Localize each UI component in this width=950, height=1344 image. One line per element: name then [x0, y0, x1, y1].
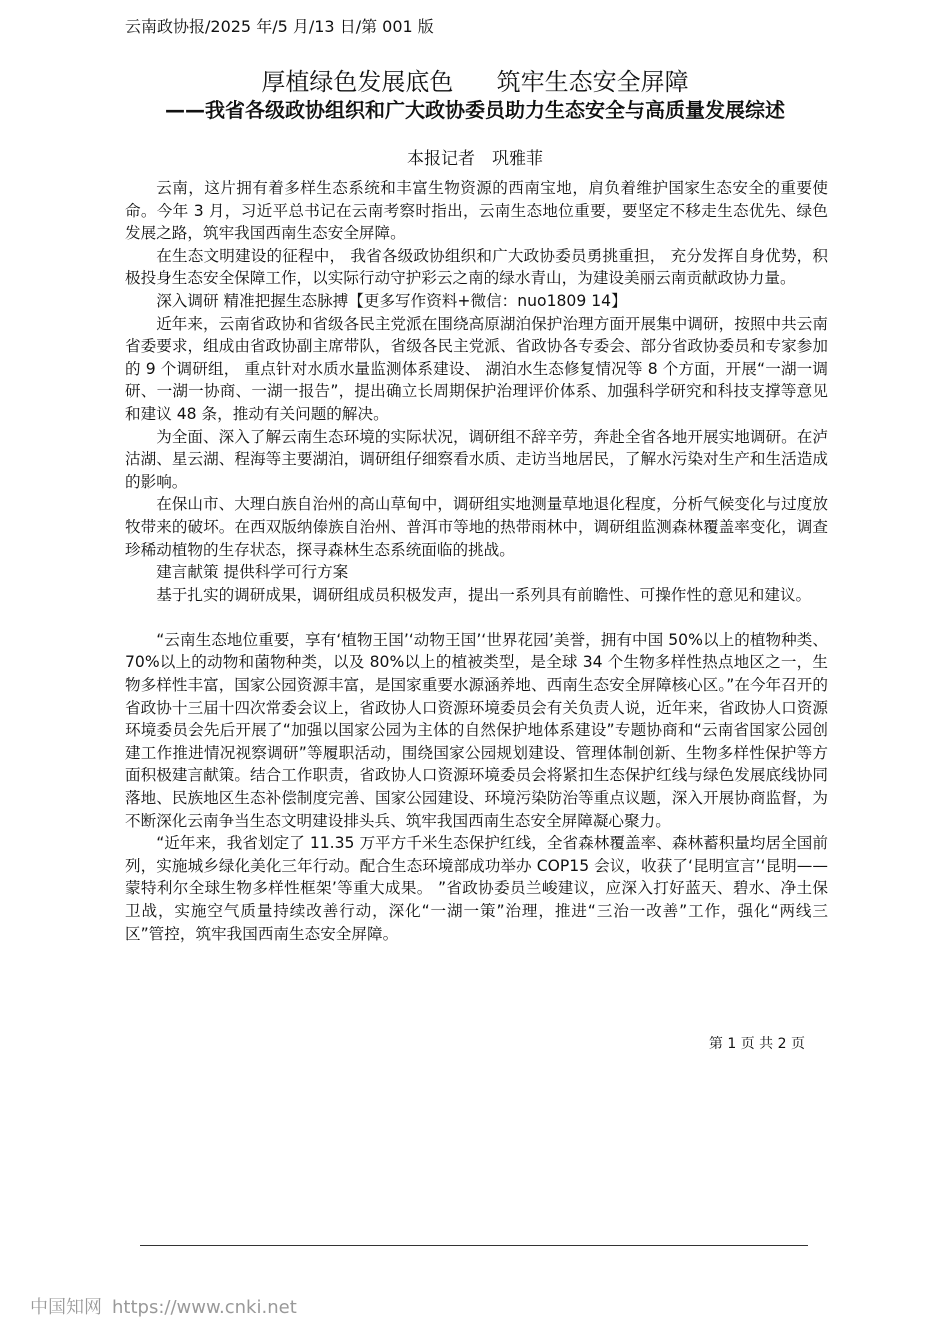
- title-part-2: 筑牢生态安全屏障: [496, 68, 689, 96]
- paragraph: 为全面、深入了解云南生态环境的实际状况，调研组不辞辛劳，奔赴全省各地开展实地调研。在泸沽湖、星云湖、程海等主要湖泊，调研组仔细察看水质、走访当地居民，了解水污染对生产和生活造成的影响。: [125, 427, 828, 491]
- article-subtitle: ——我省各级政协组织和广大政协委员助力生态安全与高质量发展综述: [165, 98, 785, 122]
- page-number: 第 1 页 共 2 页: [708, 1036, 805, 1052]
- section-heading: 建言献策 提供科学可行方案: [156, 563, 349, 582]
- paragraph: “云南生态地位重要，享有‘植物王国’‘动物王国’‘世界花园’美誉，拥有中国 50%以上的植物种类、70%以上的动物和菌物种类，以及 80%以上的植被类型，是全球 34 个生物多样性热点地区之一，生物多样性丰富，国家公园资源丰富，是国家重要水源涵养地、西南生态安全屏障核心区。”在今年召开的省政协十三届十四次常委会议上，省政协人口资源环境委员会有关负责人说，近年来，省政协人口资源环境委员会先后开展了“加强以国家公园为主体的自然保护地体系建设”专题协商和“云南省国家公园创建工作推进情况视察调研”等履职活动，围绕国家公园规划建设、管理体制创新、生物多样性保护等方面积极建言献策。结合工作职责，省政协人口资源环境委员会将紧扣生态保护红线与绿色发展底线协同落地、民族地区生态补偿制度完善、国家公园建设、环境污染防治等重点议题，深入开展协商监督，为不断深化云南争当生态文明建设排头兵、筑牢我国西南生态安全屏障凝心聚力。: [125, 630, 828, 830]
- paragraph: 在保山市、大理白族自治州的高山草甸中，调研组实地测量草地退化程度，分析气候变化与过度放牧带来的破坏。在西双版纳傣族自治州、普洱市等地的热带雨林中，调研组监测森林覆盖率变化，调查珍稀动植物的生存状态，探寻森林生态系统面临的挑战。: [125, 495, 828, 559]
- author-byline: 本报记者 巩雅菲: [407, 149, 543, 169]
- paragraph: 云南，这片拥有着多样生态系统和丰富生物资源的西南宝地，肩负着维护国家生态安全的重要使命。今年 3 月，习近平总书记在云南考察时指出，云南生态地位重要，要坚定不移走生态优先、绿色发展之路，筑牢我国西南生态安全屏障。: [125, 179, 828, 243]
- article-body: [125, 177, 828, 945]
- cnki-brand: 中国知网: [30, 1297, 102, 1318]
- footer-watermark: [30, 1293, 297, 1319]
- article-title: [0, 62, 950, 97]
- cnki-url[interactable]: https://www.cnki.net: [112, 1297, 297, 1318]
- paragraph: 近年来，云南省政协和省级各民主党派在围绕高原湖泊保护治理方面开展集中调研，按照中共云南省委要求，组成由省政协副主席带队，省级各民主党派、省政协各专委会、部分省政协委员和专家参加的 9 个调研组， 重点针对水质水量监测体系建设、 湖泊水生态修复情况等 8 个方面，开展“一湖一调研、一湖一协商、一湖一报告”，提出确立长周期保护治理评价体系、加强科学研究和科技支撑等意见和建议 48 条，推动有关问题的解决。: [125, 314, 828, 423]
- paragraph: “近年来，我省划定了 11.35 万平方千米生态保护红线，全省森林覆盖率、森林蓄积量均居全国前列，实施城乡绿化美化三年行动。配合生态环境部成功举办 COP15 会议，收获了‘昆明宣言’‘昆明——蒙特利尔全球生物多样性框架’等重大成果。 ”省政协委员兰峻建议，应深入打好蓝天、碧水、净土保卫战，实施空气质量持续改善行动，深化“一湖一策”治理，推进“三治一改善”工作，强化“两线三区”管控，筑牢我国西南生态安全屏障。: [125, 834, 828, 943]
- footer-divider: [140, 1245, 808, 1246]
- paragraph: 基于扎实的调研成果，调研组成员积极发声，提出一系列具有前瞻性、可操作性的意见和建议。: [156, 585, 812, 604]
- masthead: 云南政协报/2025 年/5 月/13 日/第 001 版: [125, 17, 434, 36]
- paragraph: 在生态文明建设的征程中， 我省各级政协组织和广大政协委员勇挑重担， 充分发挥自身优势，积极投身生态安全保障工作，以实际行动守护彩云之南的绿水青山，为建设美丽云南贡献政协力量。: [125, 246, 828, 288]
- title-part-1: 厚植绿色发展底色: [261, 68, 454, 96]
- section-heading: 深入调研 精准把握生态脉搏【更多写作资料+微信：nuo1809 14】: [156, 291, 627, 310]
